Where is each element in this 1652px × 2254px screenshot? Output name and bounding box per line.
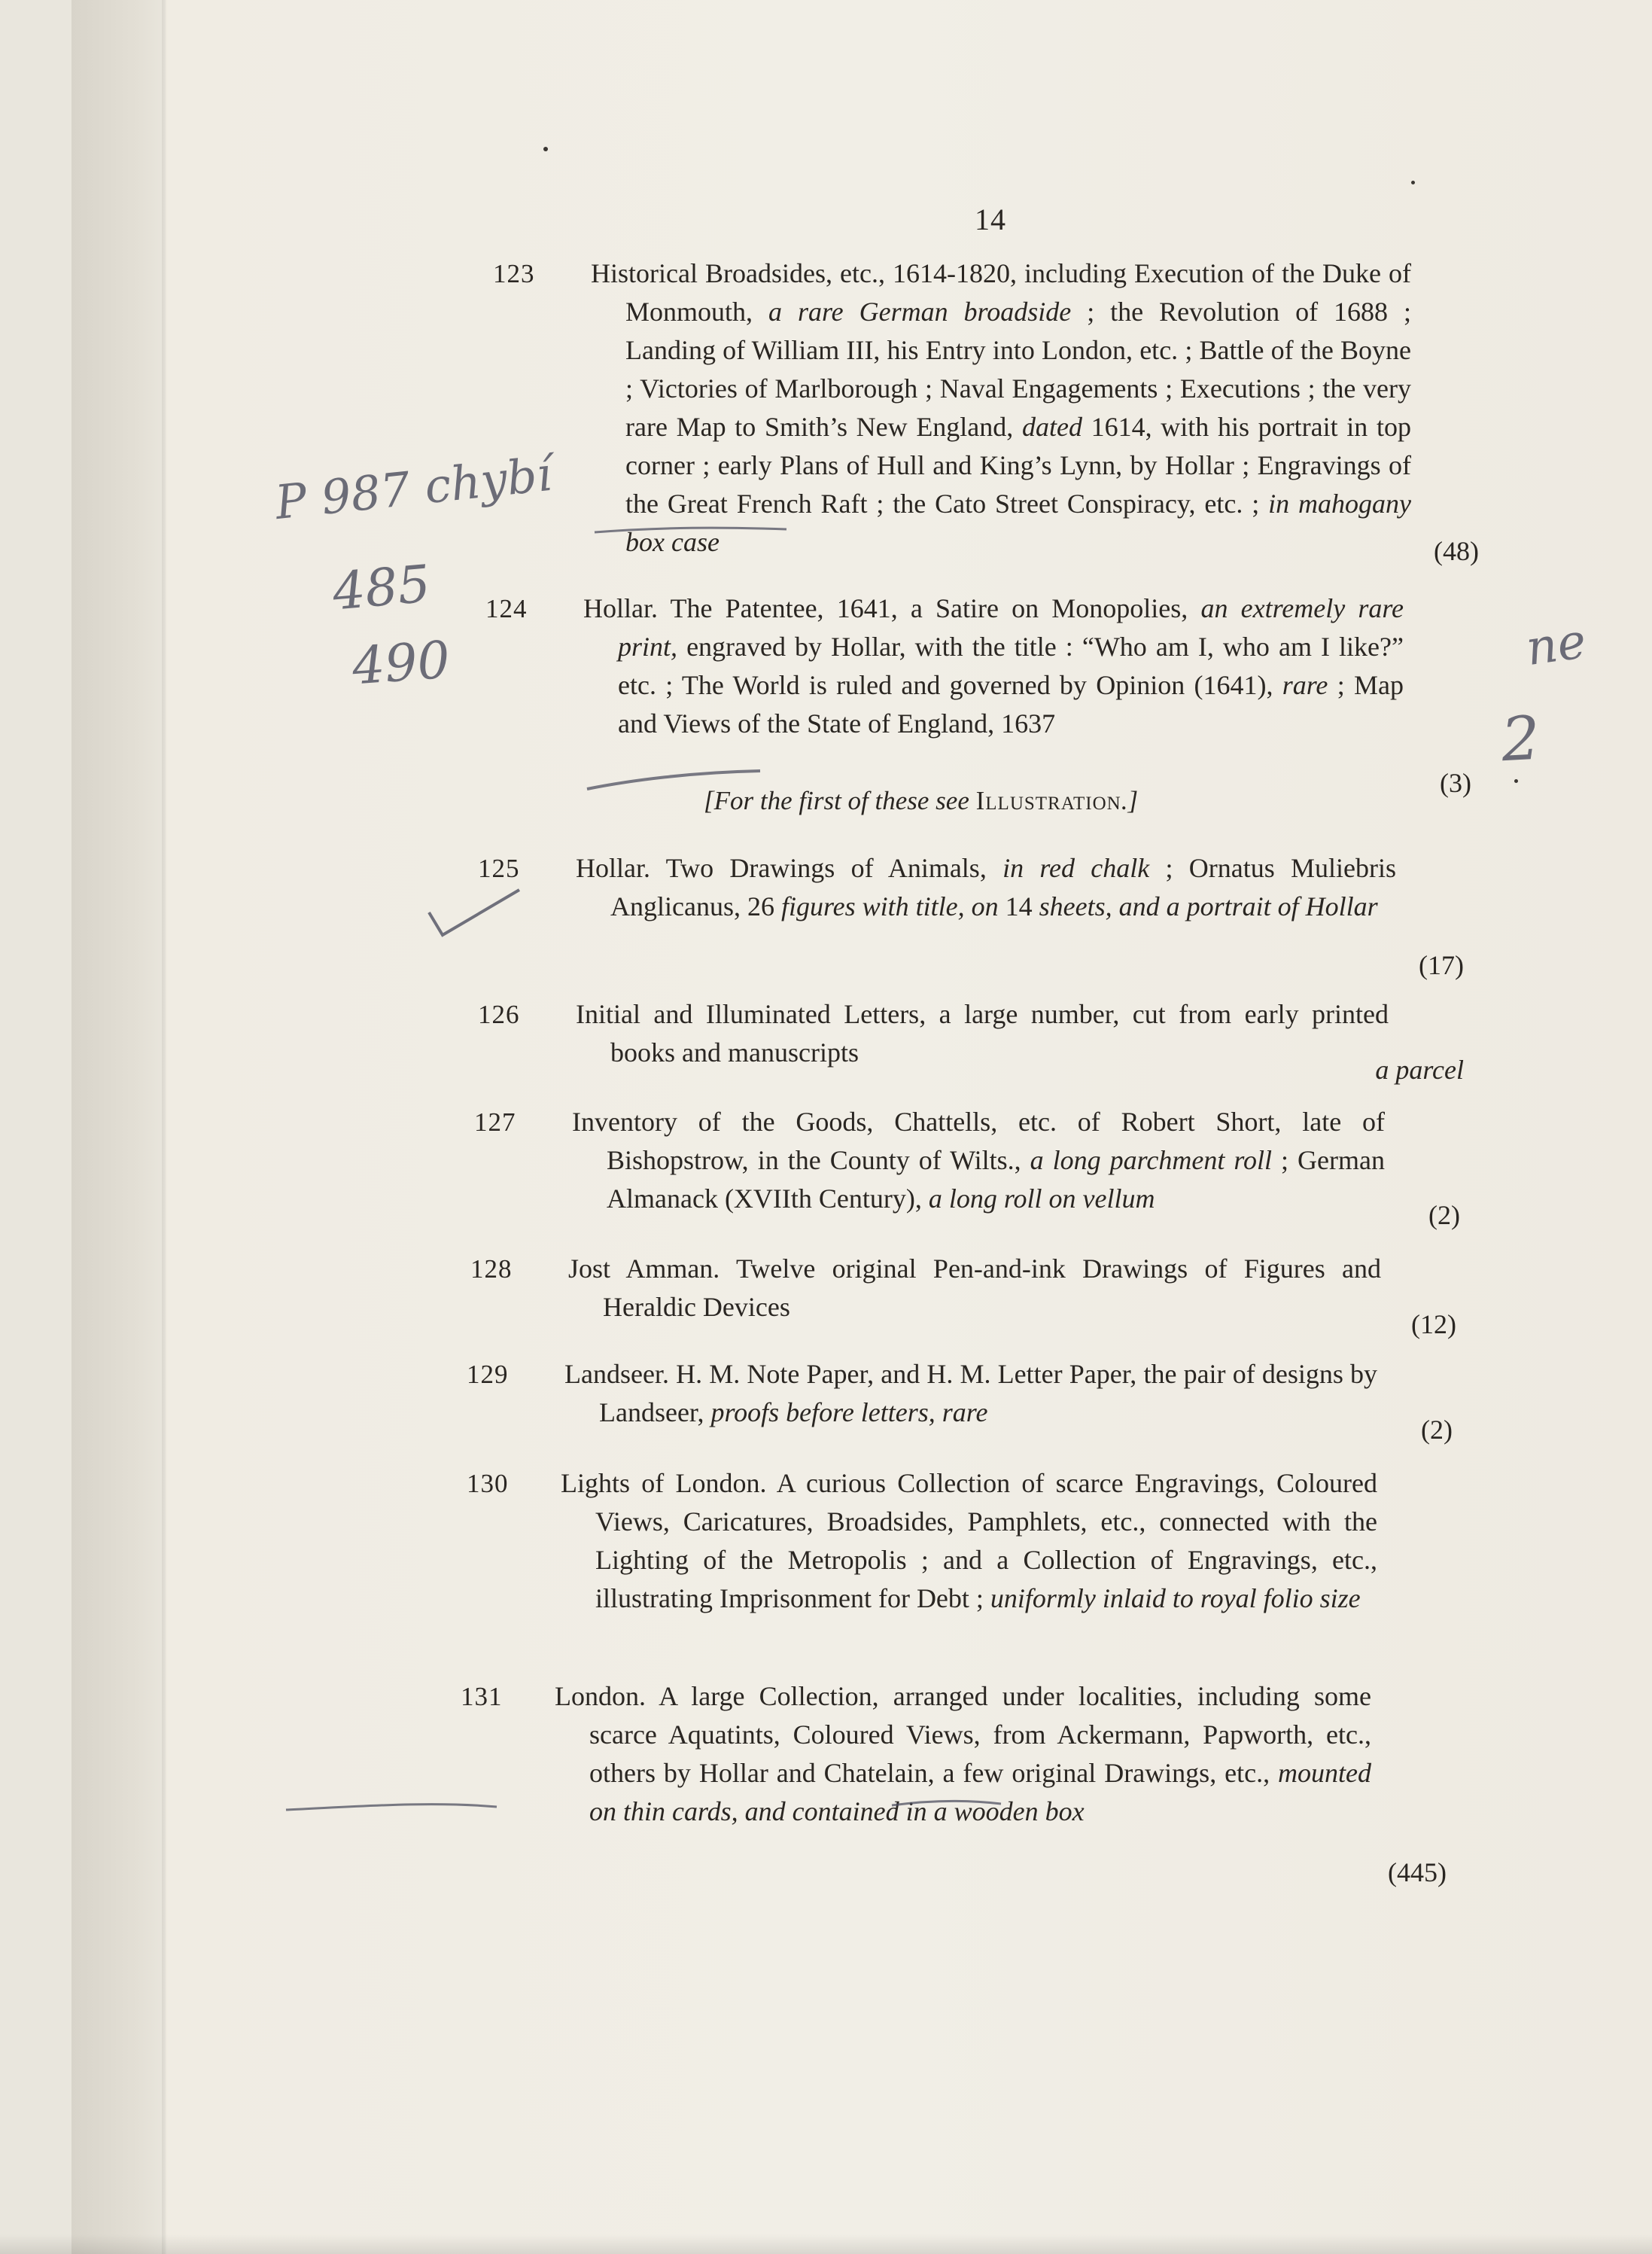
handwritten-margin-number-490: 490 (350, 630, 452, 697)
lot-description (564, 1355, 1377, 1432)
lot-126 (478, 995, 1464, 1089)
page-number: 14 (975, 203, 1006, 236)
lot-description (576, 995, 1389, 1072)
lot-123 (493, 254, 1479, 571)
lot-description (555, 1677, 1371, 1831)
lot-description-text: Jost Amman. Twelve original Pen-and-ink Drawings of Figures and Heraldic Devices (568, 1253, 1381, 1322)
lot-description (583, 589, 1404, 743)
lot-number: 127 (474, 1107, 516, 1137)
lot-description-text: Historical Broadsides, etc., 1614-1820, including Execution of the Duke of Monmouth, a rare German broadside ; the Revolution of 1688 ; Landing of William III, his Entry into London, etc. ; Battle of the Boyne ; Victories of Marlborough ; Naval Engagements ; Executions ; the very rare Map to Smith’s New England, dated 1614, with his portrait in top corner ; early Plans of Hull and King’s Lynn, by Hollar ; Engravings of the Great French Raft ; the Cato Street Conspiracy, etc. ; in mahogany box case (591, 258, 1412, 557)
paper-speck (543, 147, 548, 151)
lot-quantity: (3) (1440, 768, 1471, 798)
lot-127 (474, 1103, 1460, 1235)
illustration-note-suffix: .] (1121, 786, 1139, 815)
lot-quantity: (2) (1428, 1200, 1460, 1230)
illustration-note-prefix: [For the first of these see (704, 786, 969, 815)
lot-number: 130 (467, 1469, 509, 1498)
paper-speck (1514, 779, 1518, 783)
lot-quantity: (2) (1421, 1415, 1453, 1445)
handwritten-note-123: P 987 chybí (272, 446, 555, 531)
lot-quantity: (12) (1411, 1309, 1456, 1339)
lot-description-text: Hollar. Two Drawings of Animals, in red chalk ; Ornatus Muliebris Anglicanus, 26 figures with title, on 14 sheets, and a portrait of Hollar (576, 853, 1396, 921)
lot-description-text: Inventory of the Goods, Chattells, etc. of Robert Short, late of Bishopstrow, in the County of Wilts., a long parchment roll ; German Almanack (XVIIth Century), a long roll on vellum (572, 1107, 1385, 1214)
lot-quantity: (17) (1419, 950, 1464, 980)
lot-number: 123 (493, 259, 535, 288)
lot-128 (470, 1250, 1456, 1344)
handwritten-right-margin-ne: ne (1523, 613, 1590, 678)
page-bottom-shadow (0, 2234, 1652, 2254)
lot-description (572, 1103, 1385, 1218)
lot-number: 129 (467, 1360, 509, 1389)
lot-description-text: London. A large Collection, arranged under localities, including some scarce Aquatints, Coloured Views, from Ackermann, Papworth, etc., others by Hollar and Chatelain, a few original Drawings, etc., mounted on thin cards, and contained in a wooden box (555, 1681, 1371, 1826)
lot-129 (467, 1355, 1453, 1449)
lot-description (561, 1464, 1377, 1618)
lot-number: 128 (470, 1254, 513, 1284)
lot-description-text: Initial and Illuminated Letters, a large number, cut from early printed books and manuscripts (576, 999, 1389, 1068)
handwritten-margin-number-485: 485 (330, 554, 433, 623)
lot-quantity: (48) (1434, 536, 1479, 566)
lot-description-text: Lights of London. A curious Collection of scarce Engravings, Coloured Views, Caricatures, Broadsides, Pamphlets, etc., connected with the Lighting of the Metropolis ; and a Collection of Engravings, etc., illustrating Imprisonment for Debt ; uniformly inlaid to royal folio size (561, 1468, 1377, 1613)
illustration-note (704, 781, 1138, 820)
lot-131 (461, 1677, 1447, 1892)
lot-number: 126 (478, 1000, 520, 1029)
lot-number: 131 (461, 1682, 503, 1711)
lot-description (568, 1250, 1381, 1327)
lot-130 (467, 1464, 1453, 1660)
lot-quantity: a parcel (1375, 1055, 1464, 1085)
lot-124 (485, 589, 1471, 823)
lot-description-text: Landseer. H. M. Note Paper, and H. M. Letter Paper, the pair of designs by Landseer, proofs before letters, rare (564, 1359, 1377, 1427)
lot-quantity: (445) (1388, 1857, 1447, 1887)
lot-description (591, 254, 1411, 562)
lot-125 (478, 849, 1464, 985)
lot-number: 124 (485, 594, 528, 623)
lot-number: 125 (478, 854, 520, 883)
illustration-note-keyword: Illustration (975, 786, 1121, 815)
handwritten-right-margin-2: 2 (1499, 702, 1542, 775)
lot-description-text: Hollar. The Patentee, 1641, a Satire on Monopolies, an extremely rare print, engraved by Hollar, with the title : “Who am I, who am I like?” etc. ; The World is ruled and governed by Opinion (1641), rare ; Map and Views of the State of England, 1637 (583, 593, 1404, 739)
lot-description (576, 849, 1396, 926)
paper-speck (1411, 181, 1415, 184)
